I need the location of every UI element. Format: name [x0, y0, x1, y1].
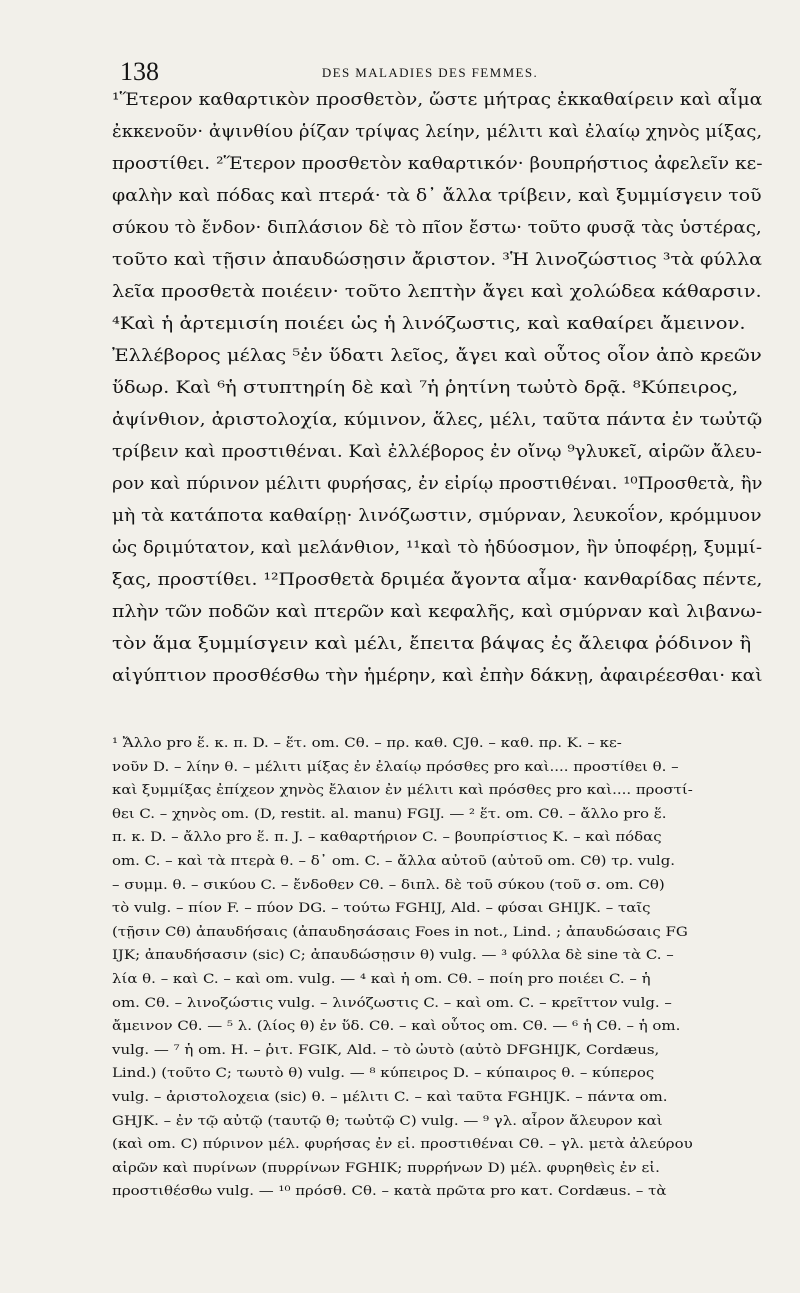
- footnote-line: ¹ Ἄλλο pro ἕ. κ. π. D. – ἕτ. om. Cθ. – πρ. καθ. CJθ. – καθ. πρ. K. – κε-: [112, 736, 622, 751]
- footnote-line: π. κ. D. – ἄλλο pro ἕ. π. J. – καθαρτήριον C. – βουπρίστιος K. – καὶ πόδας: [112, 830, 662, 846]
- text-line: ⁴Καὶ ἡ ἀρτεμισίη ποιέει ὡς ἡ λινόζωστις, καὶ καθαίρει ἄμεινον.: [112, 314, 746, 334]
- text-line: αἰγύπτιον προσθέσθω τὴν ἡμέρην, καὶ ἐπὴν δάκνῃ, ἀφαιρέεσθαι· καὶ: [112, 666, 763, 686]
- text-line: ρον καὶ πύρινον μέλιτι φυρήσας, ἐν εἰρίῳ προστιθέναι. ¹⁰Προσθετὰ, ἢν: [112, 474, 763, 494]
- footnote-line: (καὶ om. C) πύρινον μέλ. φυρήσας ἐν εἰ. προστιθέναι Cθ. – γλ. μετὰ ἀλεύρου: [112, 1137, 693, 1153]
- text-line: ἐκκενοῦν· ἀψινθίου ῥίζαν τρίψας λείην, μέλιτι καὶ ἐλαίῳ χηνὸς μίξας,: [112, 122, 763, 142]
- text-line: ἀψίνθιον, ἀριστολοχία, κύμινον, ἅλες, μέλι, ταῦτα πάντα ἐν τωὐτῷ: [112, 410, 763, 430]
- footnote-line: GHJK. – ἐν τῷ αὐτῷ (ταυτῷ θ; τωὐτῷ C) vulg. — ⁹ γλ. αἶρον ἄλευρον καὶ: [112, 1113, 663, 1129]
- text-line: τοῦτο καὶ τῇσιν ἀπαυδώσῃσιν ἄριστον. ³Ἡ λινοζώστιος ³τὰ φύλλα: [112, 250, 763, 270]
- text-line: μὴ τὰ κατάποτα καθαίρῃ· λινόζωστιν, σμύρναν, λευκοΐον, κρόμμυον: [112, 506, 762, 526]
- text-line: ¹Ἕτερον καθαρτικὸν προσθετὸν, ὥστε μήτρας ἐκκαθαίρειν καὶ αἷμα: [112, 90, 763, 110]
- footnote-line: θει C. – χηνὸς om. (D, restit. al. manu) FGIJ. — ² ἕτ. om. Cθ. – ἄλλο pro ἕ.: [112, 806, 667, 822]
- footnote-line: vulg. – ἀριστολοχεια (sic) θ. – μέλιτι C. – καὶ ταῦτα FGHIJK. – πάντα om.: [112, 1090, 668, 1105]
- text-line: ὕδωρ. Καὶ ⁶ἡ στυπτηρίη δὲ καὶ ⁷ἡ ῥητίνη τωὐτὸ δρᾷ. ⁸Κύπειρος,: [112, 378, 739, 398]
- text-line: τὸν ἅμα ξυμμίσγειν καὶ μέλι, ἔπειτα βάψας ἐς ἄλειφα ῥόδινον ἢ: [112, 634, 752, 654]
- footnote-line: – συμμ. θ. – σικύου C. – ἔνδοθεν Cθ. – διπλ. δὲ τοῦ σύκου (τοῦ σ. om. Cθ): [112, 877, 665, 893]
- text-line: ξας, προστίθει. ¹²Προσθετὰ δριμέα ἄγοντα αἷμα· κανθαρίδας πέντε,: [112, 570, 763, 590]
- page-header: [120, 57, 740, 87]
- text-line: φαλὴν καὶ πόδας καὶ πτερά· τὰ δ᾽ ἄλλα τρίβειν, καὶ ξυμμίσγειν τοῦ: [112, 186, 762, 206]
- footnote-line: IJK; ἀπαυδήσασιν (sic) C; ἀπαυδώσῃσιν θ) vulg. — ³ φύλλα δὲ sine τὰ C. –: [112, 948, 674, 964]
- footnote-line: τὸ vulg. – πίον F. – πύον DG. – τούτω FGHIJ, Ald. – φύσαι GHIJK. – ταῖς: [112, 901, 651, 917]
- footnote-line: προστιθέσθω vulg. — ¹⁰ πρόσθ. Cθ. – κατὰ πρῶτα pro κατ. Cordæus. – τὰ: [112, 1184, 667, 1200]
- footnote-line: Lind.) (τοῦτο C; τωυτὸ θ) vulg. — ⁸ κύπειρος D. – κύπαιρος θ. – κύπερος: [112, 1066, 655, 1082]
- text-line: προστίθει. ²Ἕτερον προσθετὸν καθαρτικόν· βουπρήστιος ἀφελεῖν κε-: [112, 154, 763, 174]
- footnote-line: vulg. — ⁷ ἡ om. H. – ῥιτ. FGIK, Ald. – τὸ ὠυτὸ (αὐτὸ DFGHIJK, Cordæus,: [112, 1042, 660, 1058]
- footnote-line: om. Cθ. – λινοζώστις vulg. – λινόζωστις C. – καὶ om. C. – κρεῖττον vulg. –: [112, 995, 672, 1011]
- text-line: ὡς δριμύτατον, καὶ μελάνθιον, ¹¹καὶ τὸ ἡδύοσμον, ἢν ὑποφέρῃ, ξυμμί-: [112, 538, 763, 558]
- footnote-line: νοῦν D. – λίην θ. – μέλιτι μίξας ἐν ἐλαίῳ πρόσθες pro καὶ.... προστίθει θ. –: [112, 759, 679, 775]
- text-line: τρίβειν καὶ προστιθέναι. Καὶ ἐλλέβορος ἐν οἴνῳ ⁹γλυκεῖ, αἱρῶν ἄλευ-: [112, 442, 762, 462]
- text-line: Ἐλλέβορος μέλας ⁵ἐν ὕδατι λεῖος, ἄγει καὶ οὗτος οἷον ἀπὸ κρεῶν: [112, 346, 762, 366]
- footnote-line: (τῇσιν Cθ) ἀπαυδήσαις (ἀπαυδησάσαις Foes in not., Lind. ; ἀπαυδώσαις FG: [112, 924, 688, 940]
- text-line: λεῖα προσθετὰ ποιέειν· τοῦτο λεπτὴν ἄγει καὶ χολώδεα κάθαρσιν.: [112, 282, 762, 302]
- footnote-line: λία θ. – καὶ C. – καὶ om. vulg. — ⁴ καὶ ἡ om. Cθ. – ποίη pro ποιέει C. – ἡ: [112, 972, 651, 987]
- footnote-line: καὶ ξυμμίξας ἐπίχεον χηνὸς ἔλαιον ἐν μέλιτι καὶ πρόσθες pro καὶ.... προστί-: [112, 783, 693, 799]
- footnote-line: ἄμεινον Cθ. — ⁵ λ. (λίος θ) ἐν ὕδ. Cθ. – καὶ οὗτος om. Cθ. — ⁶ ἡ Cθ. – ἡ om.: [112, 1019, 681, 1035]
- text-line: πλὴν τῶν ποδῶν καὶ πτερῶν καὶ κεφαλῆς, καὶ σμύρναν καὶ λιβανω-: [112, 602, 763, 622]
- running-title: DES MALADIES DES FEMMES.: [321, 65, 539, 80]
- text-line: σύκου τὸ ἔνδον· διπλάσιον δὲ τὸ πῖον ἔστω· τοῦτο φυσᾷ τὰς ὑστέρας,: [112, 218, 762, 238]
- footnote-line: αἰρῶν καὶ πυρίνων (πυρρίνων FGHIK; πυρρήνων D) μέλ. φυρηθεὶς ἐν εἰ.: [112, 1160, 660, 1176]
- footnote-line: om. C. – καὶ τὰ πτερὰ θ. – δ᾽ om. C. – ἄλλα αὐτοῦ (αὐτοῦ om. Cθ) τρ. vulg.: [112, 854, 676, 869]
- page-number: 138: [120, 57, 159, 86]
